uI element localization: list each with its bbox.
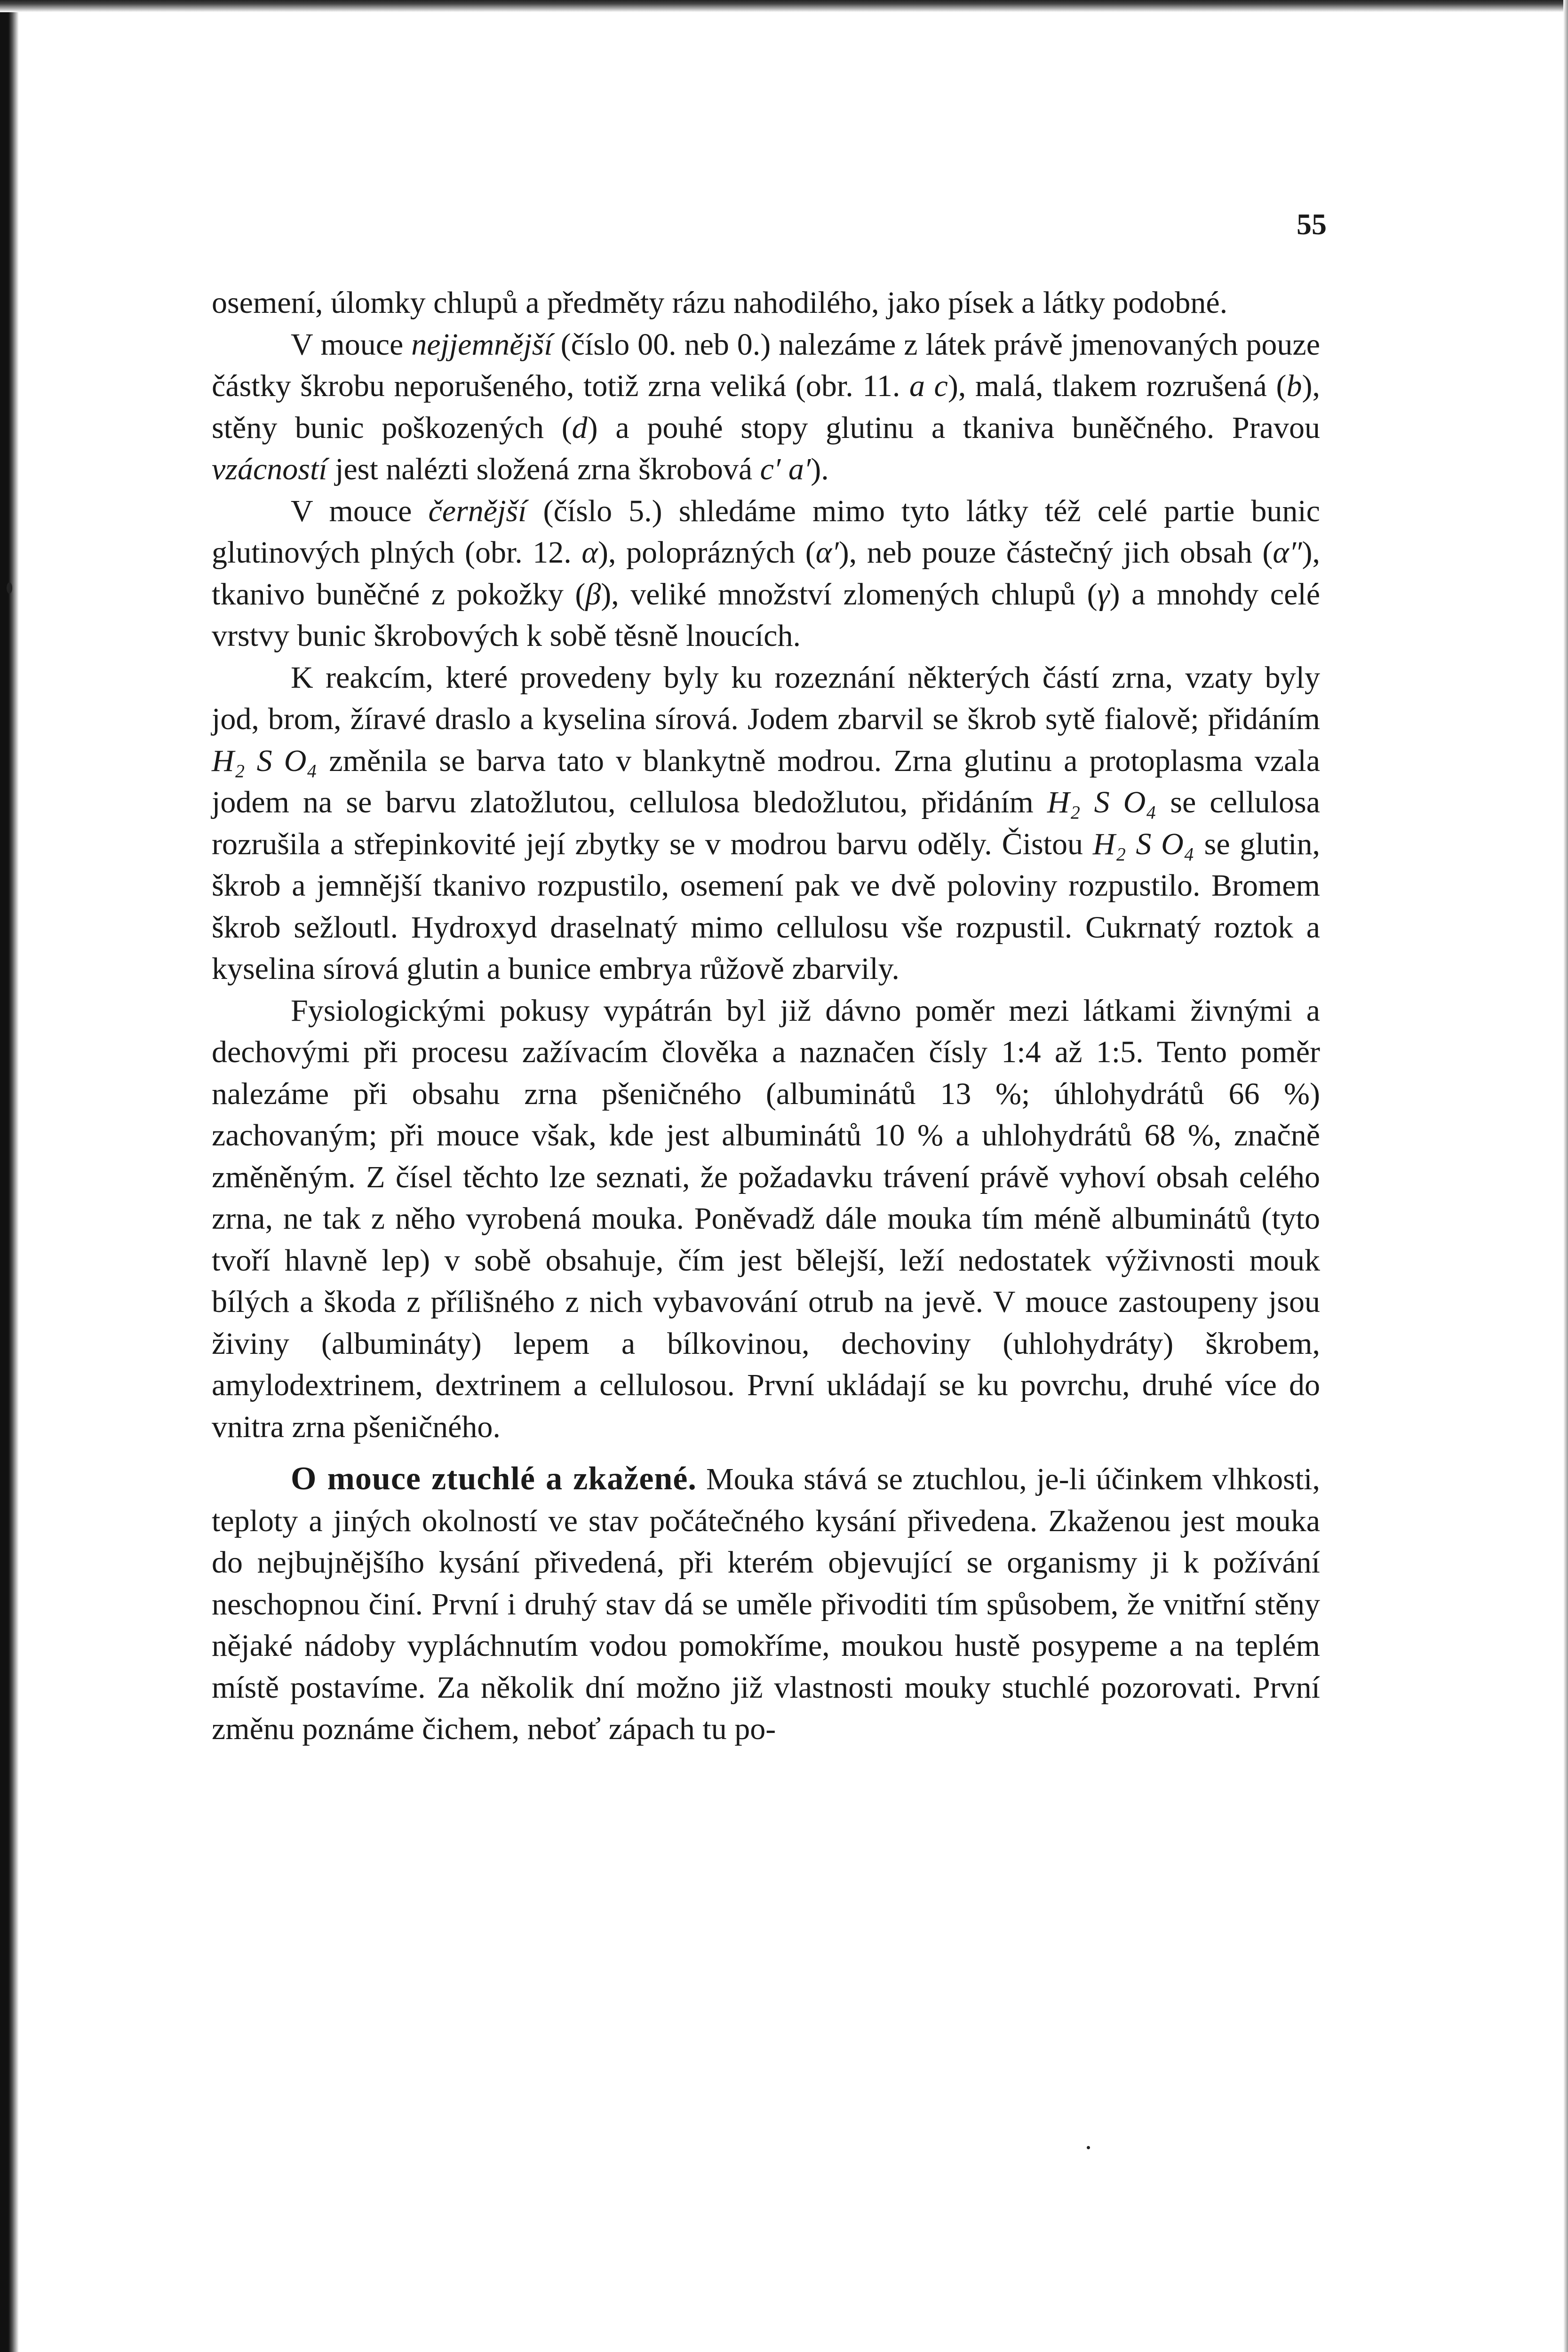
paragraph-4: K reakcím, které provedeny byly ku rozeznání některých částí zrna, vzaty byly jod, brom, žíravé draslo a kyselina sírová. Jodem zbarvil se škrob sytě fialově; přidáním H₂ S O₄ změnila se barva tato v blankytně modrou. Zrna glutinu a protoplasma vzala jodem na se barvu zlatožlutou, cellulosa bledožlutou, přidáním H₂ S O₄ se cellulosa rozrušila a střepinkovité její zbytky se v modrou barvu oděly. Čistou H₂ S O₄ se glutin, škrob a jemnější tkanivo rozpustilo, osemení pak ve dvě poloviny rozpustilo. Bromem škrob sežloutl. Hydroxyd draselnatý mimo cellulosu vše rozpustil. Cukrnatý roztok a kyselina sírová glutin a bunice embrya růžově zbarvily. [212, 660, 1321, 986]
figure-ref: a c [909, 369, 948, 403]
chemical-formula: H₂ S O₄ [1047, 785, 1157, 819]
figure-ref: α [581, 535, 598, 570]
figure-ref: β [585, 577, 601, 612]
figure-ref: α″ [1273, 535, 1302, 570]
paragraph-5-text: Fysiologickými pokusy vypátrán byl již dávno poměr mezi látkami živnými a dechovými při procesu zažívacím člověka a naznačen čísly 1:4 až 1:5. Tento poměr nalezáme při obsahu zrna pšeničného (albuminátů 13 %; úhlohydrátů 66 %) zachovaným; při mouce však, kde jest albuminátů 10 % a uhlohydrátů 68 %, značně změněným. Z čísel těchto lze seznati, že požadavku trávení právě vyhoví obsah celého zrna, ne tak z něho vyrobená mouka. Poněvadž dále mouka tím méně albuminátů (tyto tvoří hlavně lep) v sobě obsahuje, čím jest bělejší, leží nedostatek výživnosti mouk bílých a škoda z přílišného z nich vybavování otrub na jevě. V mouce zastoupeny jsou živiny (albumináty) lepem a bílkovinou, dechoviny (uhlohydráty) škrobem, amylodextrinem, dextrinem a cellulosou. První ukládají se ku povrchu, druhé více do vnitra zrna pšeničného. [212, 993, 1320, 1444]
paragraph-3: V mouce černější (číslo 5.) shledáme mimo tyto látky též celé partie bunic glutinových plných (obr. 12. α), poloprázných (α′), neb pouze částečný jich obsah (α″), tkanivo buněčné z pokožky (β), veliké množství zlomených chlupů (γ) a mnohdy celé vrstvy bunic škrobových k sobě těsně lnoucích. [212, 493, 1320, 653]
scan-edge-top [0, 0, 1568, 12]
figure-ref: c′ a′ [760, 452, 811, 486]
term-finest-flour: nejjemnější [411, 327, 553, 362]
paragraph-1-text: osemení, úlomky chlupů a předměty rázu nahodilého, jako písek a látky podobné. [212, 286, 1228, 320]
term-rarity: vzácností [212, 452, 327, 486]
chemical-formula: H₂ S O₄ [1092, 826, 1194, 861]
page-number: 55 [1297, 207, 1327, 241]
paragraph-1 [212, 282, 1320, 324]
figure-ref: α′ [815, 535, 839, 570]
scan-speck [1087, 2146, 1090, 2149]
scan-edge-left [0, 0, 19, 2352]
figure-ref: γ [1097, 577, 1110, 612]
chemical-formula: H₂ S O₄ [212, 743, 318, 778]
paragraph-6-text: Mouka stává se ztuchlou, je-li účinkem vlhkosti, teploty a jiných okolností ve stav počátečného kysání přivedena. Zkaženou jest mouka do nejbujnějšího kysání přivedená, při kterém objevující se organismy ji k požívání neschopnou činí. První i druhý stav dá se uměle přivoditi tím spůsobem, že vnitřní stěny nějaké nádoby vypláchnutím vodou pomokříme, moukou hustě posypeme a na teplém místě postavíme. Za několik dní možno již vlastnosti mouky stuchlé pozorovati. První změnu poznáme čichem, neboť zápach tu po- [212, 1462, 1320, 1746]
figure-ref: b [1286, 369, 1302, 403]
scan-speck [7, 582, 12, 594]
paragraph-2: V mouce nejjemnější (číslo 00. neb 0.) nalezáme z látek právě jmenovaných pouze částky škrobu neporušeného, totiž zrna veliká (obr. 11. a c), malá, tlakem rozrušená (b), stěny bunic poškozených (d) a pouhé stopy glutinu a tkaniva buněčného. Pravou vzácností jest nalézti složená zrna škrobová c′ a′). [212, 327, 1320, 486]
section-heading: O mouce ztuchlé a zkažené. [291, 1461, 697, 1497]
term-darker-flour: černější [428, 493, 527, 528]
scan-edge-right [1563, 0, 1568, 2352]
paragraph-6 [212, 1458, 1320, 1750]
paragraph-5 [212, 990, 1320, 1448]
figure-ref: d [572, 410, 588, 445]
body-text [212, 282, 1320, 1750]
